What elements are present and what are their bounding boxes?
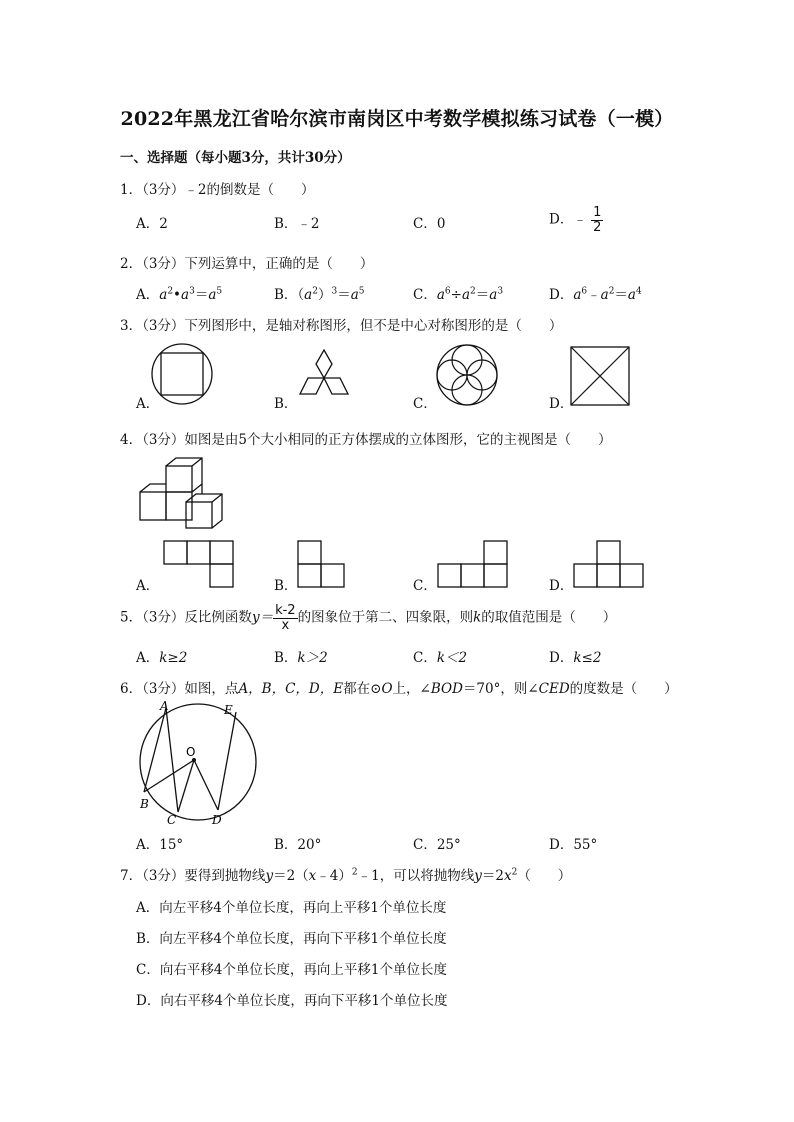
question-4-stem: 4．（3分）如图是由5个大小相同的正方体摆成的立体图形，它的主视图是（ ） bbox=[120, 432, 612, 448]
q5-option-c[interactable] bbox=[413, 646, 467, 666]
page-title: 2022年黑龙江省哈尔滨市南岗区中考数学模拟练习试卷（一模） bbox=[120, 108, 674, 130]
q6-stem-1: 6．（3分）如图，点 bbox=[120, 681, 239, 697]
q5-y-eq: y＝ bbox=[251, 609, 274, 626]
q4-option-a-label[interactable]: A． bbox=[136, 578, 160, 594]
q1-option-b[interactable]: B．﹣2 bbox=[274, 216, 320, 232]
q7-x2: x bbox=[503, 868, 512, 884]
q5-option-b[interactable] bbox=[274, 646, 328, 666]
q3-option-c-label[interactable]: C． bbox=[413, 396, 437, 412]
q5-k: k bbox=[473, 609, 482, 626]
fraction-denominator: x bbox=[281, 617, 290, 633]
q6-option-d[interactable]: D．55° bbox=[549, 837, 598, 853]
q1-option-d-fraction bbox=[591, 206, 603, 234]
q6-label-d: D bbox=[212, 813, 222, 827]
question-7-stem bbox=[120, 864, 571, 884]
question-3-stem: 3．（3分）下列图形中，是轴对称图形，但不是中心对称图形的是（ ） bbox=[120, 318, 563, 334]
option-label: B． bbox=[274, 650, 298, 666]
q4-figure-d bbox=[573, 540, 645, 588]
option-value: k＜2 bbox=[436, 650, 468, 666]
option-label: A． bbox=[136, 650, 160, 666]
q7-mid3: ﹣1，可以将抛物线 bbox=[357, 868, 475, 884]
q2-option-c[interactable]: C．$a^6\div a^2=a^3$ bbox=[413, 286, 504, 303]
q3-option-a-label[interactable]: A． bbox=[136, 396, 160, 412]
fraction-numerator: 1 bbox=[593, 205, 602, 220]
option-label: A． bbox=[136, 287, 160, 303]
fraction-denominator: 2 bbox=[593, 219, 602, 235]
q7-exp1: 2 bbox=[351, 867, 358, 878]
q6-option-a[interactable]: A．15° bbox=[136, 837, 184, 853]
q7-x1: x bbox=[308, 868, 317, 884]
q6-bod: BOD bbox=[430, 681, 463, 697]
q6-label-o: O bbox=[186, 745, 196, 759]
q4-figure-b bbox=[297, 540, 347, 588]
q4-solid-figure bbox=[138, 456, 238, 532]
q1-option-d[interactable] bbox=[549, 206, 603, 234]
q6-stem-5: 的度数是（ ） bbox=[569, 681, 678, 697]
q2-option-d[interactable]: D．$a^6﹣a^2=a^4$ bbox=[549, 286, 642, 303]
q6-circle-figure bbox=[136, 700, 260, 828]
q3-figure-d-square-diagonals bbox=[570, 346, 632, 408]
q5-stem-pre: 5．（3分）反比例函数 bbox=[120, 609, 252, 626]
q7-end: （ ） bbox=[517, 868, 572, 884]
q4-option-c-label[interactable]: C． bbox=[413, 578, 437, 594]
q6-stem-3: 上，∠ bbox=[392, 681, 431, 697]
q4-figure-c bbox=[437, 540, 509, 588]
question-5-stem bbox=[120, 604, 616, 632]
q4-figure-a bbox=[163, 540, 235, 588]
fraction-numerator: k-2 bbox=[275, 603, 296, 618]
q3-figure-c-flower bbox=[434, 342, 500, 408]
q1-option-a[interactable]: A．2 bbox=[136, 216, 168, 232]
q7-mid1: ＝2（ bbox=[273, 868, 309, 884]
q2-option-b[interactable]: B．$(a^2)^3=a^5$ bbox=[274, 286, 365, 303]
q3-option-b-label[interactable]: B． bbox=[274, 396, 298, 412]
option-label: C． bbox=[413, 287, 437, 303]
q5-stem-end: 的取值范围是（ ） bbox=[481, 609, 617, 626]
q6-label-e: E bbox=[224, 703, 233, 717]
question-6-stem bbox=[120, 677, 678, 697]
q6-o: O bbox=[381, 681, 393, 697]
q1-option-d-prefix: D．﹣ bbox=[549, 211, 587, 228]
q6-points: A，B，C，D，E bbox=[238, 681, 344, 697]
q7-y2: y bbox=[474, 868, 482, 884]
option-value: k≤2 bbox=[573, 650, 602, 666]
option-value: k＞2 bbox=[297, 650, 328, 666]
q7-option-b[interactable]: B．向左平移4个单位长度，再向下平移1个单位长度 bbox=[136, 931, 447, 947]
q3-figure-b-three-rhombi bbox=[296, 346, 356, 408]
option-value: k≥2 bbox=[159, 650, 188, 666]
q6-ced: CED bbox=[538, 681, 570, 697]
q7-option-d[interactable]: D．向右平移4个单位长度，再向下平移1个单位长度 bbox=[136, 993, 448, 1009]
q6-stem-2: 都在⊙ bbox=[343, 681, 382, 697]
q7-stem-pre: 7．（3分）要得到抛物线 bbox=[120, 868, 266, 884]
option-label: D． bbox=[549, 287, 574, 303]
q7-option-a[interactable]: A．向左平移4个单位长度，再向上平移1个单位长度 bbox=[136, 900, 447, 916]
q7-mid4: ＝2 bbox=[481, 868, 504, 884]
option-label: C． bbox=[413, 650, 437, 666]
q6-option-b[interactable]: B．20° bbox=[274, 837, 322, 853]
q6-stem-4: ＝70°，则∠ bbox=[462, 681, 539, 697]
q6-option-c[interactable]: C．25° bbox=[413, 837, 461, 853]
q1-option-c[interactable]: C．0 bbox=[413, 216, 446, 232]
q4-option-d-label[interactable]: D． bbox=[549, 578, 574, 594]
q7-y1: y bbox=[265, 868, 274, 884]
option-label: B． bbox=[274, 287, 298, 303]
q5-stem-post: 的图象位于第二、四象限，则 bbox=[297, 609, 474, 626]
q7-exp2: 2 bbox=[511, 867, 518, 878]
q3-option-d-label[interactable]: D． bbox=[549, 396, 574, 412]
question-2-stem: 2．（3分）下列运算中，正确的是（ ） bbox=[120, 256, 374, 272]
q5-option-a[interactable] bbox=[136, 646, 187, 666]
question-1-stem: 1．（3分）﹣2的倒数是（ ） bbox=[120, 182, 315, 198]
q6-label-c: C bbox=[167, 813, 177, 827]
q5-option-d[interactable] bbox=[549, 646, 601, 666]
q6-label-b: B bbox=[140, 797, 149, 811]
q4-option-b-label[interactable]: B． bbox=[274, 578, 298, 594]
section-heading: 一、选择题（每小题3分，共计30分） bbox=[120, 150, 351, 166]
option-label: D． bbox=[549, 650, 574, 666]
q6-label-a: A bbox=[160, 699, 169, 713]
q2-option-a[interactable]: A．$a^2•a^3=a^5$ bbox=[136, 286, 223, 303]
q7-option-c[interactable]: C．向右平移4个单位长度，再向上平移1个单位长度 bbox=[136, 962, 448, 978]
q5-fraction bbox=[273, 604, 298, 632]
q3-figure-a-circle-square bbox=[150, 342, 216, 408]
q7-mid2: ﹣4） bbox=[316, 868, 352, 884]
